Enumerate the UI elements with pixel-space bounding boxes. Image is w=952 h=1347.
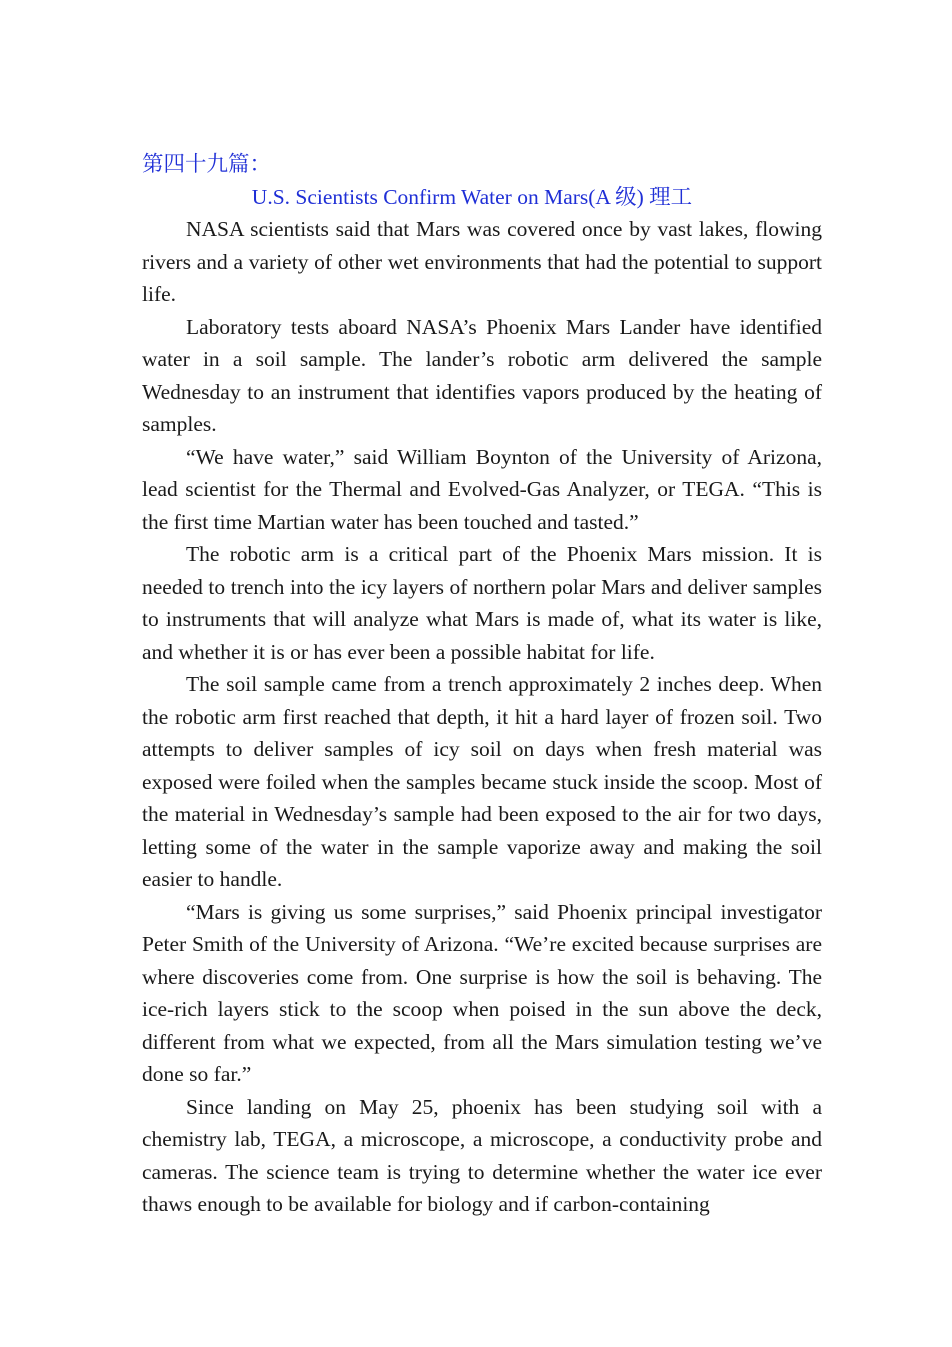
paragraph-1: NASA scientists said that Mars was covered once by vast lakes, flowing rivers and a variety of other wet environments that had the potential to support life.	[142, 217, 822, 306]
paragraph-4: The robotic arm is a critical part of the Phoenix Mars mission. It is needed to trench into the icy layers of northern polar Mars and deliver samples to instruments that will analyze what Mars is made of, what its water is like, and whether it is or has ever been a possible habitat for life.	[142, 542, 822, 664]
paragraph-2: Laboratory tests aboard NASA’s Phoenix Mars Lander have identified water in a soil sample. The lander’s robotic arm delivered the sample Wednesday to an instrument that identifies vapors produced by the heating of samples.	[142, 314, 822, 436]
paragraph-6: “Mars is giving us some surprises,” said Phoenix principal investigator Peter Smith of the University of Arizona. “We’re excited because surprises are where discoveries come from. One surprise is how the soil is behaving. The ice-rich layers stick to the scoop when poised in the sun above the deck, different from what we expected, from all the Mars simulation testing we’ve done so far.”	[142, 899, 822, 1086]
paragraph-7: Since landing on May 25, phoenix has been studying soil with a chemistry lab, TEGA, a microscope, a microscope, a conductivity probe and cameras. The science team is trying to determine whether the water ice ever thaws enough to be available for biology and if carbon-containing	[142, 1094, 822, 1216]
section-label: 第四十九篇：	[142, 152, 272, 176]
paragraph-5: The soil sample came from a trench approximately 2 inches deep. When the robotic arm first reached that depth, it hit a hard layer of frozen soil. Two attempts to deliver samples of icy soil on days when fresh material was exposed were foiled when the samples became stuck inside the scoop. Most of the material in Wednesday’s sample had been exposed to the air for two days, letting some of the water in the sample vaporize away and making the soil easier to handle.	[142, 672, 822, 891]
article-title: U.S. Scientists Confirm Water on Mars(A 级) 理工	[251, 184, 693, 209]
document-body	[142, 148, 822, 1221]
paragraph-3: “We have water,” said William Boynton of the University of Arizona, lead scientist for the Thermal and Evolved-Gas Analyzer, or TEGA. “This is the first time Martian water has been touched and tasted.”	[142, 444, 822, 534]
